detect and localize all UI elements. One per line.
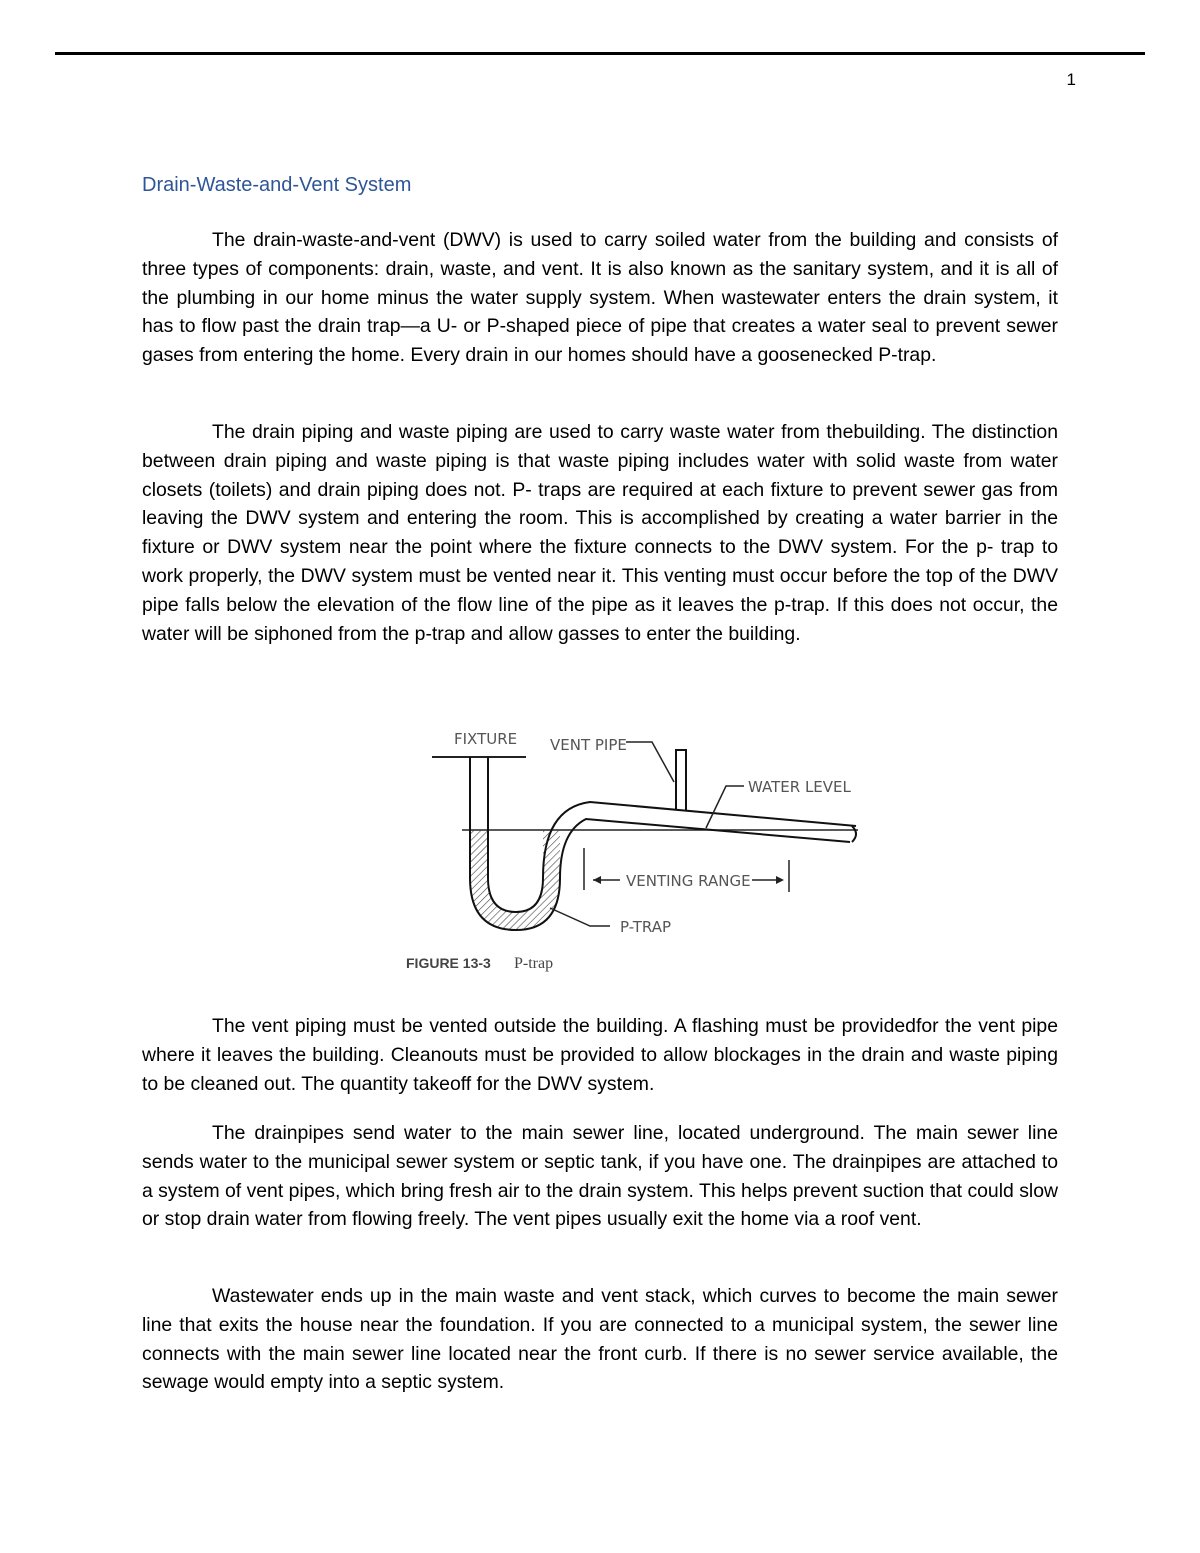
paragraph-drain-waste-piping: The drain piping and waste piping are used to carry waste water from thebuilding. The distinction between drain piping and waste piping is that waste piping includes water with solid waste from water closets (toilets) and drain piping does not. P- traps are required at each fixture to prevent sewer gas from leaving the DWV system and entering the room. This is accomplished by creating a water barrier in the fixture or DWV system near the point where the fixture connects to the DWV system. For the p- trap to work properly, the DWV system must be vented near it. This venting must occur before the top of the DWV pipe falls below the elevation of the flow line of the pipe as it leaves the p-trap. If this does not occur, the water will be siphoned from the p-trap and allow gasses to enter the building. bbox=[142, 421, 1058, 645]
header-rule bbox=[55, 52, 1145, 55]
paragraph-drainpipes: The drainpipes send water to the main sewer line, located underground. The main sewer line sends water to the municipal sewer system or septic tank, if you have one. The drainpipes are attached to a system of vent pipes, which bring fresh air to the drain system. This helps prevent suction that could slow or stop drain water from flowing freely. The vent pipes usually exit the home via a roof vent. bbox=[142, 1122, 1058, 1231]
vent-pipe-label: VENT PIPE bbox=[550, 736, 627, 754]
venting-range-label: VENTING RANGE bbox=[626, 872, 751, 890]
figure-caption-text: P-trap bbox=[514, 955, 554, 972]
water-level-leader bbox=[706, 786, 744, 828]
vent-pipe bbox=[676, 750, 686, 811]
figure-caption-number: FIGURE 13-3 bbox=[406, 955, 491, 971]
section-heading: Drain-Waste-and-Vent System bbox=[142, 174, 412, 196]
paragraph-wastewater: Wastewater ends up in the main waste and vent stack, which curves to become the main sewer line that exits the house near the foundation. If you are connected to a municipal system, the sewer line connects with the main sewer line located near the front curb. If there is no sewer service available, the sewage would empty into a septic system. bbox=[142, 1285, 1058, 1394]
page-number: 1 bbox=[1066, 70, 1076, 89]
p-trap-figure bbox=[400, 720, 870, 980]
paragraph-dwv-intro: The drain-waste-and-vent (DWV) is used to carry soiled water from the building and consists of three types of components: drain, waste, and vent. It is also known as the sanitary system, and it is all of the plumbing in our home minus the water supply system. When wastewater enters the drain system, it has to flow past the drain trap—a U- or P-shaped piece of pipe that creates a water seal to prevent sewer gases from entering the home. Every drain in our homes should have a goosenecked P-trap. bbox=[142, 229, 1058, 367]
paragraph-vent-piping: The vent piping must be vented outside the building. A flashing must be providedfor the vent pipe where it leaves the building. Cleanouts must be provided to allow blockages in the drain and waste piping to be cleaned out. The quantity takeoff for the DWV system. bbox=[142, 1015, 1058, 1095]
p-trap-label: P-TRAP bbox=[620, 918, 672, 936]
water-level-label: WATER LEVEL bbox=[748, 778, 851, 796]
pipe-end bbox=[852, 826, 856, 842]
p-trap-leader bbox=[550, 908, 610, 926]
fixture-label: FIXTURE bbox=[454, 730, 518, 748]
vent-pipe-leader bbox=[626, 742, 674, 782]
